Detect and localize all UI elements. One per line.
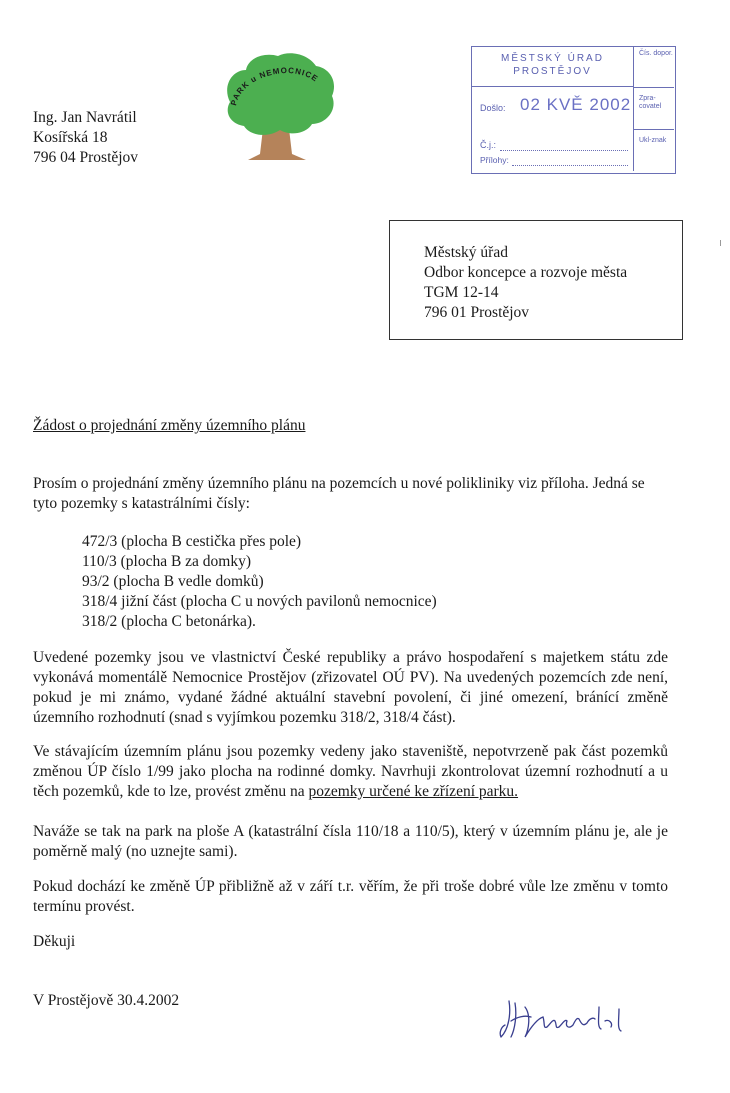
stamp-received-date: 02 KVĚ 2002 xyxy=(520,95,632,114)
stamp-ref-label: Č.j.: xyxy=(480,140,497,150)
stamp-office-line1: MĚSTSKÝ ÚRAD xyxy=(501,53,604,64)
stamp-side-uklznak: Ukl-znak xyxy=(639,137,667,144)
letter-subject: Žádost o projednání změny územního plánu xyxy=(33,417,306,434)
thanks-line: Děkuji xyxy=(33,933,76,950)
stamp-office-line2: PROSTĚJOV xyxy=(513,66,592,77)
park-tree-logo xyxy=(220,50,338,162)
stamp-attachments-label: Přílohy: xyxy=(480,155,509,165)
ownership-paragraph: Uvedené pozemky jsou ve vlastnictví České republiky a právo hospodaření s majetkem státu zde vykonává momentálě Nemocnice Prostějov (zřizovatel OÚ PV). Na uvedených pozemcích zde není, pokud je mi známo, vydané žádné aktuální stavební povolení, či jiné omezení, bránící změně územního rozhodnutí (snad s vyjímkou pozemku 318/2, 318/4 část). xyxy=(33,649,668,726)
recipient-line2: Odbor koncepce a rozvoje města xyxy=(424,264,628,281)
parcel-item: 472/3 (plocha B cestička přes pole) xyxy=(82,533,302,550)
parcel-item: 318/2 (plocha C betonárka). xyxy=(82,613,256,630)
place-date-line: V Prostějově 30.4.2002 xyxy=(33,992,180,1009)
parcel-item: 318/4 jižní část (plocha C u nových pavilonů nemocnice) xyxy=(82,593,437,610)
intro-paragraph: Prosím o projednání změny územního plánu na pozemcích u nové polikliniky viz příloha. Jedná se tyto pozemky s katastrálními čísly: xyxy=(33,475,645,512)
park-paragraph: Naváže se tak na park na ploše A (katastrální čísla 110/18 a 110/5), který v územním plánu je, ale je poměrně malý (no uznejte sami). xyxy=(33,823,668,860)
stamp-attachments-line xyxy=(512,165,628,166)
signature-stroke xyxy=(500,1001,621,1037)
stamp-main xyxy=(472,47,634,171)
stamp-ref-line xyxy=(500,150,628,151)
stamp-side-cis-dopor: Čís. dopor. xyxy=(634,47,674,88)
stamp-received-label: Došlo: xyxy=(480,103,506,113)
parcel-list xyxy=(82,532,437,632)
sender-name: Ing. Jan Navrátil xyxy=(33,109,137,126)
parcel-item: 110/3 (plocha B za domky) xyxy=(82,553,252,570)
timing-paragraph: Pokud dochází ke změně ÚP přibližně až v září t.r. věřím, že při troše dobré vůle lze změnu v tomto termínu provést. xyxy=(33,878,668,915)
registry-stamp xyxy=(471,46,676,174)
parcel-item: 93/2 (plocha B vedle domků) xyxy=(82,573,264,590)
logo-text-path: PARK u NEMOCNICE xyxy=(229,66,320,107)
plan-paragraph xyxy=(33,742,668,802)
sender-city: 796 04 Prostějov xyxy=(33,149,139,166)
stamp-header xyxy=(472,47,633,87)
handwritten-signature xyxy=(495,993,635,1045)
sender-street: Kosířská 18 xyxy=(33,129,108,146)
recipient-line4: 796 01 Prostějov xyxy=(424,304,530,321)
plan-paragraph-text: Ve stávajícím územním plánu jsou pozemky vedeny jako staveniště, nepotvrzeně pak část pozemků změnou ÚP číslo 1/99 jako plocha na rodinné domky. Navrhuji zkontrolovat územní rozhodnutí a u těch pozemků, kde to lze, provést změnu na xyxy=(33,743,668,800)
stamp-side-zpracovatel: Zpra-covatel xyxy=(634,88,674,130)
plan-paragraph-underlined: pozemky určené ke zřízení parku. xyxy=(308,783,519,800)
scan-speck xyxy=(720,240,721,246)
recipient-line1: Městský úřad xyxy=(424,244,508,261)
sender-address xyxy=(33,108,138,168)
recipient-line3: TGM 12-14 xyxy=(424,284,499,301)
recipient-address-box xyxy=(389,220,683,340)
